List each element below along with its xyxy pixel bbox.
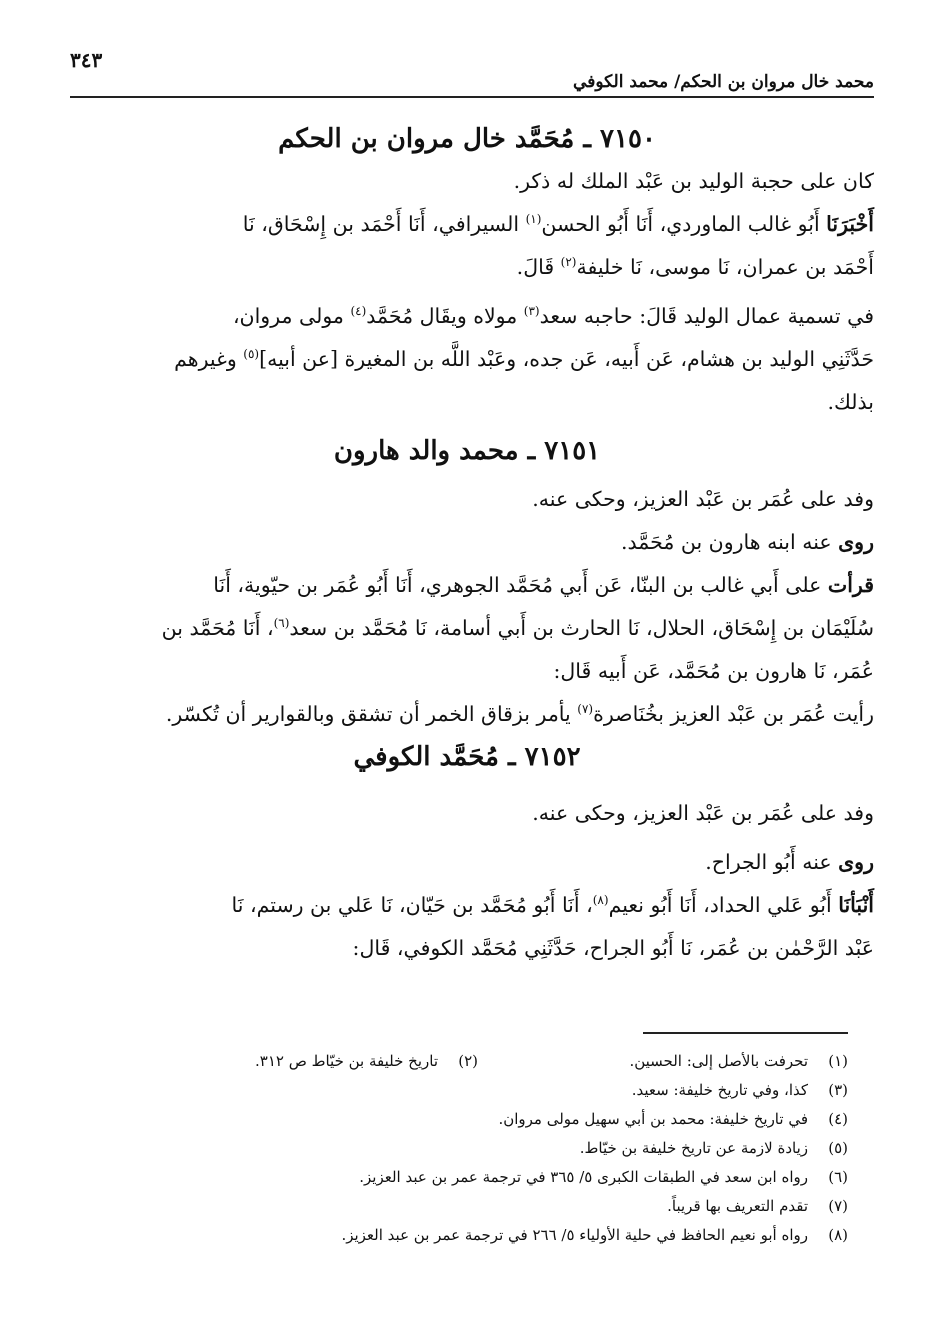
footnote-row: [86, 1104, 848, 1133]
text-line: وفد على عُمَر بن عَبْد العزيز، وحكى عنه.: [532, 487, 874, 511]
text-line: روى عنه أَبُو الجراح.: [705, 850, 874, 874]
footnote-marker: (٣): [523, 304, 540, 319]
footnote-marker: (٥): [243, 347, 260, 362]
footnote-marker: (١): [525, 212, 542, 227]
entry-title: ٧١٥٢ ـ مُحَمَّد الكوفي: [353, 742, 581, 772]
footnote-row: [86, 1046, 848, 1075]
footnote-marker: (٨): [592, 893, 609, 908]
footnote-text: زيادة لازمة عن تاريخ خليفة بن خيّاط.: [579, 1138, 808, 1157]
footnote-number: (٤): [828, 1109, 848, 1128]
footnote-text: في تاريخ خليفة: محمد بن أبي سهيل مولى مروان.: [498, 1109, 808, 1128]
text-line: حَدَّثَنِي الوليد بن هشام، عَن أَبيه، عَن جده، وعَبْد اللَّه بن المغيرة [عن أبيه]$^{(٥)}$ وغيرهم: [174, 347, 874, 371]
footnote-item: [667, 1197, 848, 1215]
text-line: عَبْد الرَّحْمٰن بن عُمَر، نَا أَبُو الجراح، حَدَّثَنِي مُحَمَّد الكوفي، قَال:: [352, 936, 874, 960]
text-line: قرأت على أَبي غالب بن البنّا، عَن أَبي مُحَمَّد الجوهري، أَنَا أَبُو عُمَر بن حيّوية، أَنَا: [213, 573, 874, 597]
text-line: عُمَر، نَا هارون بن مُحَمَّد، عَن أَبيه قَال:: [553, 659, 874, 683]
running-header: [70, 48, 874, 98]
text-line: كان على حجبة الوليد بن عَبْد الملك له ذكر.: [513, 169, 874, 193]
footnote-text: كذا، وفي تاريخ خليفة: سعيد.: [631, 1080, 808, 1099]
footnote-marker: (٤): [350, 304, 367, 319]
entry-title: ٧١٥١ ـ محمد والد هارون: [333, 436, 601, 466]
running-title: محمد خال مروان بن الحكم/ محمد الكوفي: [573, 72, 874, 92]
footnote-number: (٧): [828, 1196, 848, 1215]
footnote-item: [580, 1139, 848, 1157]
footnote-item: [341, 1226, 848, 1244]
page-body: [60, 118, 874, 970]
footnotes: [86, 1046, 848, 1249]
footnote-number: (٥): [828, 1138, 848, 1157]
footnote-number: (٦): [828, 1167, 848, 1186]
footnote-marker: (٧): [577, 702, 594, 717]
footnote-item: [498, 1110, 848, 1128]
text-line: أَنْبَأنَا أَبُو عَلي الحداد، أَنَا أَبُو نعيم$^{(٨)}$، أَنَا أَبُو مُحَمَّد بن حَيّان، نَا عَلي بن رستم، نَا: [231, 893, 874, 917]
footnote-text: تقدم التعريف بها قريباً.: [667, 1196, 808, 1215]
footnote-item: [255, 1052, 478, 1070]
text-line: أَحْمَد بن عمران، نَا موسى، نَا خليفة$^{(٢)}$ قَالَ.: [516, 255, 874, 279]
isnad-lead-word: قرأت: [827, 573, 874, 597]
footnote-number: (٢): [458, 1051, 478, 1070]
text-line: أَخْبَرَنَا أَبُو غالب الماوردي، أَنَا أَبُو الحسن$^{(١)}$ السيرافي، أَنَا أَحْمَد بن إِسْحَاق، نَا: [242, 212, 874, 236]
text-line: في تسمية عمال الوليد قَالَ: حاجبه سعد$^{(٣)}$ مولاه ويقَال مُحَمَّد$^{(٤)}$ مولى مروان،: [232, 304, 874, 328]
footnote-number: (١): [828, 1051, 848, 1070]
footnote-item: [359, 1168, 848, 1186]
footnote-number: (٨): [828, 1225, 848, 1244]
page-number: ٣٤٣: [70, 48, 103, 72]
footnote-number: (٣): [828, 1080, 848, 1099]
entry-title: ٧١٥٠ ـ مُحَمَّد خال مروان بن الحكم: [278, 124, 656, 154]
text-line: سُلَيْمَان بن إِسْحَاق، الحلال، نَا الحارث بن أَبي أسامة، نَا مُحَمَّد بن سعد$^{(٦)}$، أَنَا مُحَمَّد بن: [161, 616, 874, 640]
footnote-row: [86, 1191, 848, 1220]
footnote-row: [86, 1162, 848, 1191]
isnad-lead-word: روى: [838, 530, 874, 554]
text-line: رأيت عُمَر بن عَبْد العزيز بخُنَاصرة$^{(٧)}$ يأمر بزقاق الخمر أن تشقق وبالقوارير أن تُكسّر.: [165, 702, 874, 726]
isnad-lead-word: روى: [838, 850, 874, 874]
footnote-text: تحرفت بالأصل إلى: الحسين.: [629, 1051, 808, 1070]
isnad-lead-word: أَنْبَأنَا: [838, 893, 874, 917]
footnote-divider: [86, 1032, 848, 1033]
footnote-row: [86, 1133, 848, 1162]
footnote-marker: (٦): [273, 616, 290, 631]
footnote-text: رواه أبو نعيم الحافظ في حلية الأولياء ٥/ ٢٦٦ في ترجمة عمر بن عبد العزيز.: [341, 1225, 808, 1244]
text-line: وفد على عُمَر بن عَبْد العزيز، وحكى عنه.: [532, 801, 874, 825]
footnote-row: [86, 1220, 848, 1249]
footnote-text: رواه ابن سعد في الطبقات الكبرى ٥/ ٣٦٥ في ترجمة عمر بن عبد العزيز.: [359, 1167, 808, 1186]
footnote-item: [632, 1081, 848, 1099]
text-line: روى عنه ابنه هارون بن مُحَمَّد.: [621, 530, 874, 554]
footnote-item: [478, 1052, 848, 1070]
footnote-marker: (٢): [560, 255, 577, 270]
footnote-text: تاريخ خليفة بن خيّاط ص ٣١٢.: [254, 1051, 438, 1070]
isnad-lead-word: أَخْبَرَنَا: [826, 212, 874, 236]
footnote-row: [86, 1075, 848, 1104]
text-line: بذلك.: [827, 390, 874, 414]
